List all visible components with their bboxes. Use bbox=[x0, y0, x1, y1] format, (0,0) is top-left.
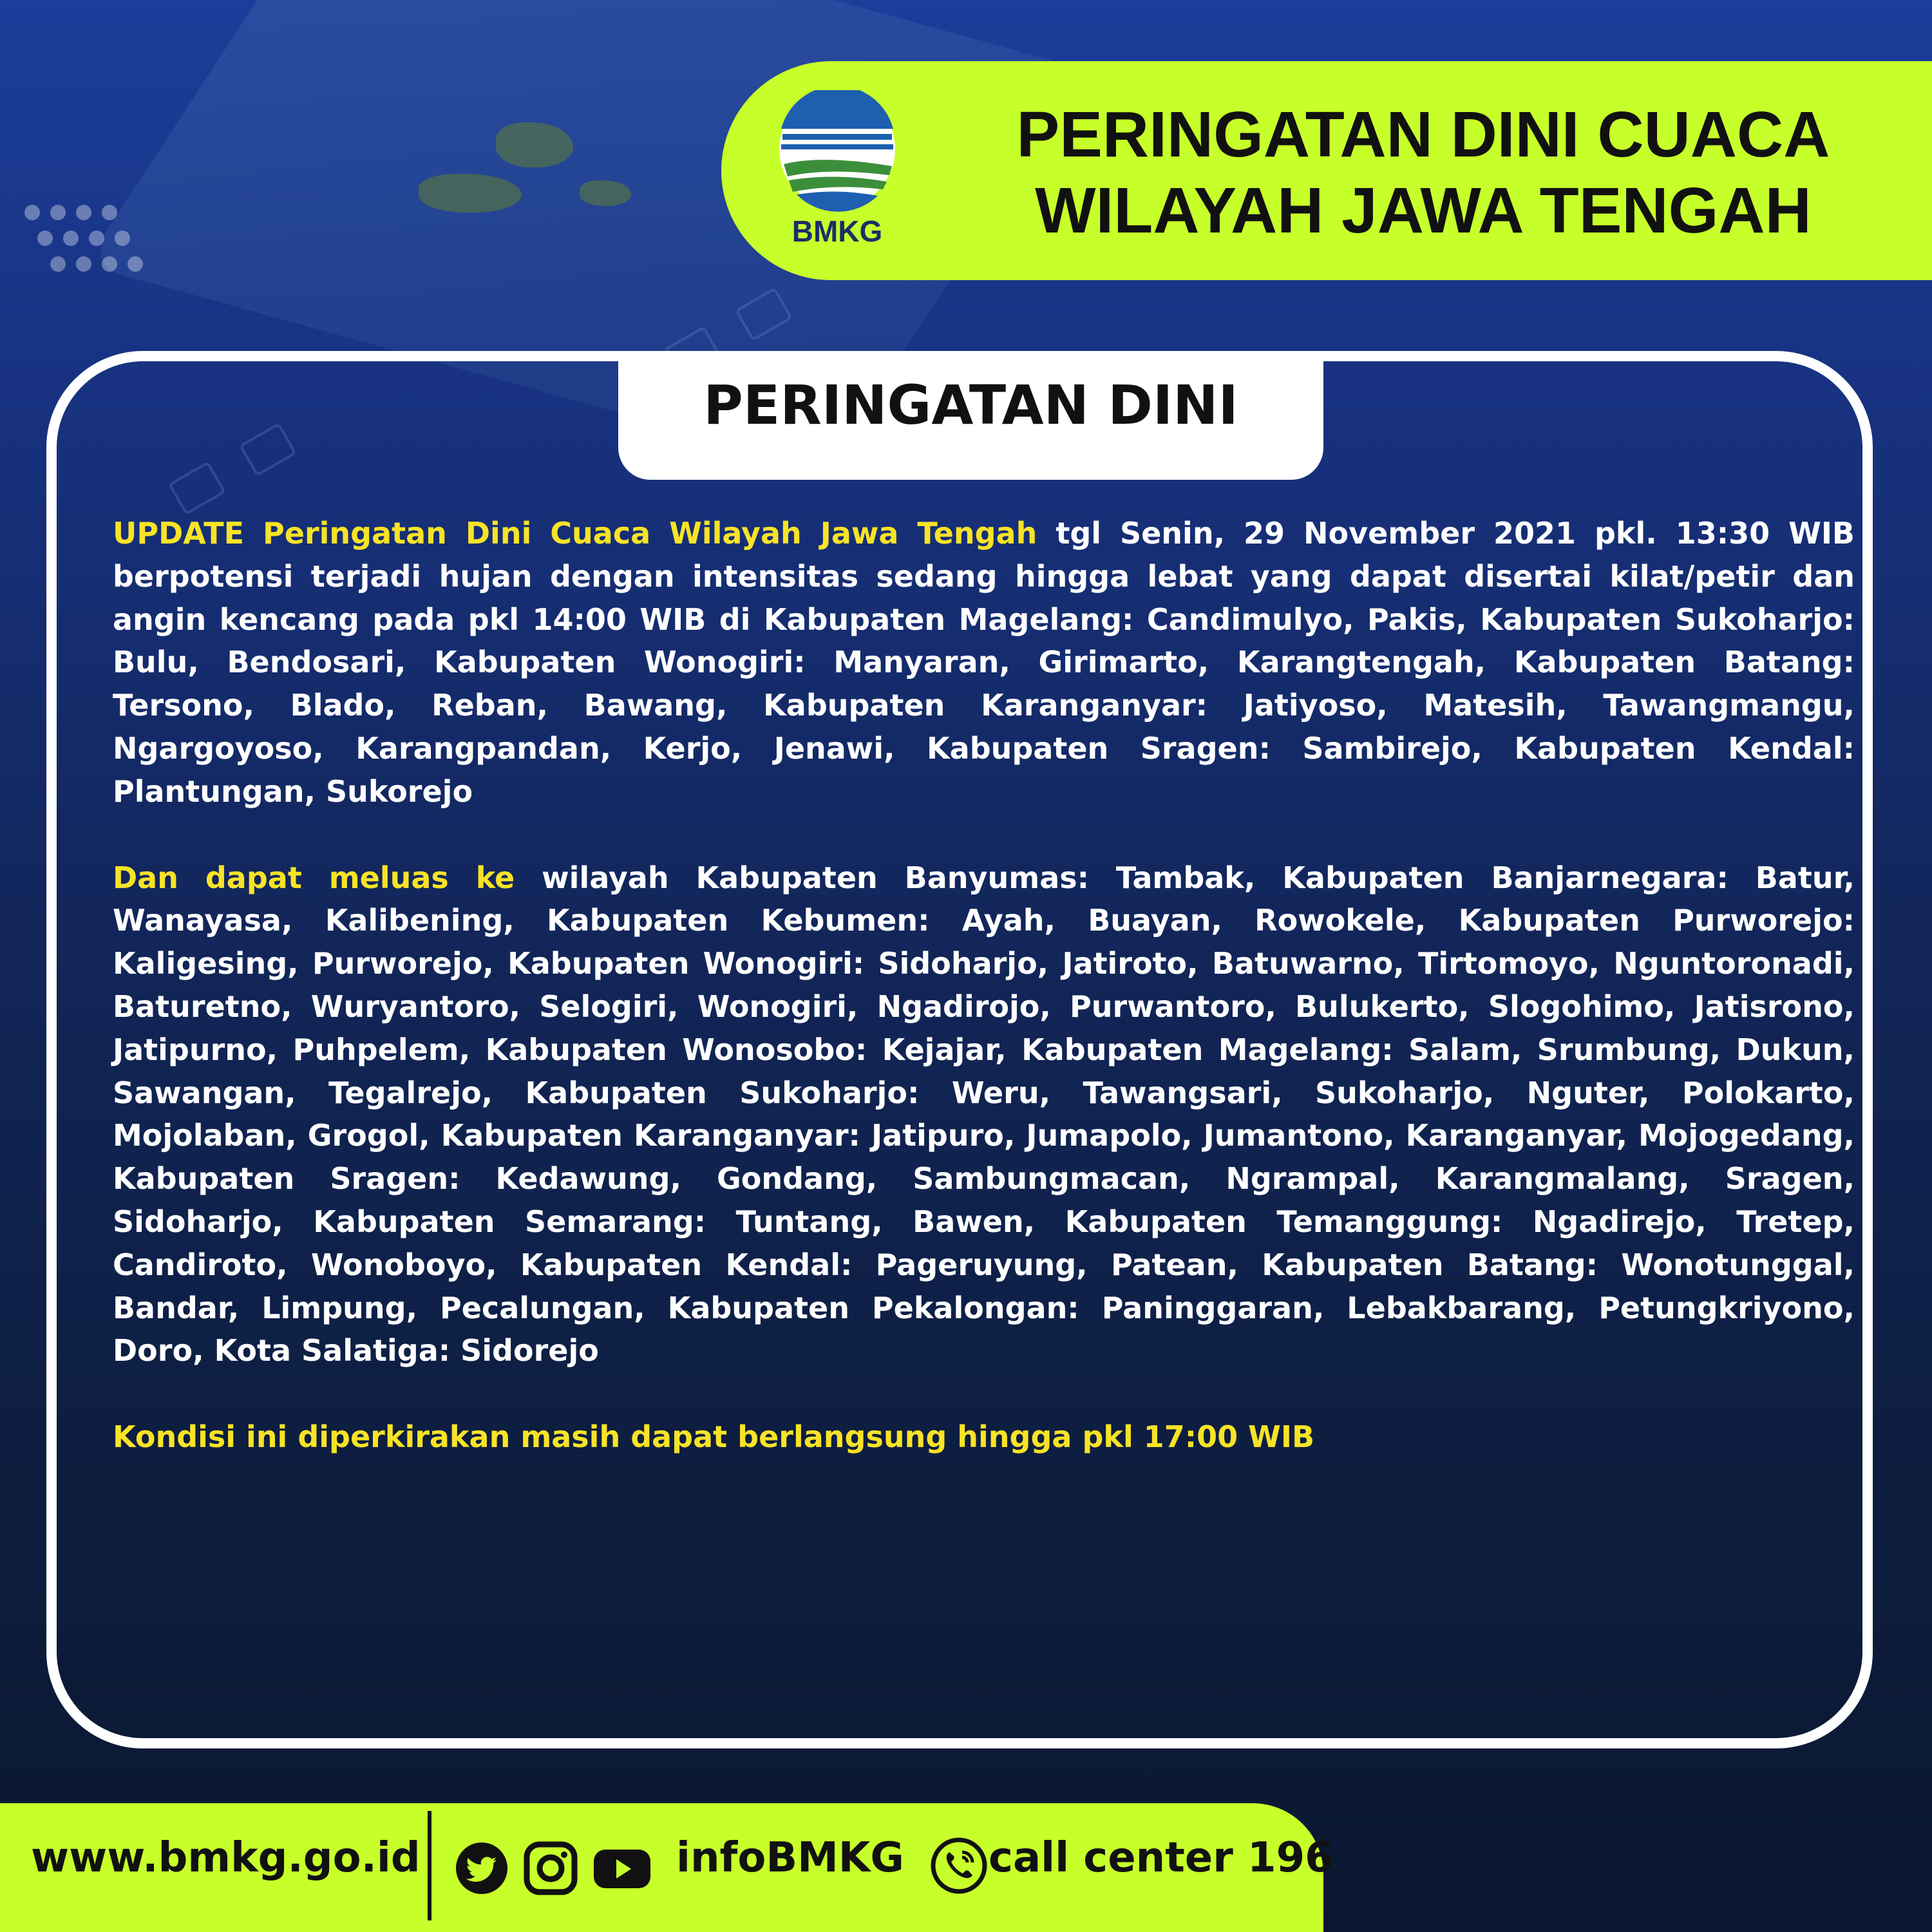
title-line-2: WILAYAH JAWA TENGAH bbox=[1035, 175, 1812, 247]
youtube-icon[interactable] bbox=[591, 1841, 653, 1896]
card-title: PERINGATAN DINI bbox=[703, 374, 1238, 437]
title-line-1: PERINGATAN DINI CUACA bbox=[1016, 99, 1830, 171]
update-body: tgl Senin, 29 November 2021 pkl. 13:30 WIB berpotensi terjadi hujan dengan intensitas sedang hingga lebat yang dapat disertai kilat/petir dan angin kencang pada pkl 14:00 WIB di Kabupaten Magelang: Candimulyo, Pakis, Kabupaten Sukoharjo: Bulu, Bendosari, Kabupaten Wonogiri: Manyaran, Girimarto, Karangtengah, Kabupaten Batang: Tersono, Blado, Reban, Bawang, Kabupaten Karanganyar: Jatiyoso, Matesih, Tawangmangu, Ngargoyoso, Karangpandan, Kerjo, Jenawi, Kabupaten Sragen: Sambirejo, Kabupaten Kendal: Plantungan, Sukorejo bbox=[113, 516, 1855, 809]
update-highlight: UPDATE Peringatan Dini Cuaca Wilayah Jawa Tengah bbox=[113, 516, 1037, 551]
twitter-icon[interactable] bbox=[454, 1841, 509, 1896]
expansion-highlight: Dan dapat meluas ke bbox=[113, 860, 515, 895]
social-handle[interactable]: infoBMKG bbox=[676, 1834, 904, 1882]
page-title bbox=[966, 97, 1880, 249]
warning-paragraph-1 bbox=[113, 512, 1855, 813]
condition-note: Kondisi ini diperkirakan masih dapat berlangsung hingga pkl 17:00 WIB bbox=[113, 1419, 1315, 1455]
background-dot-grid bbox=[13, 193, 180, 309]
instagram-icon[interactable] bbox=[523, 1841, 578, 1896]
footer-divider bbox=[428, 1811, 431, 1920]
call-center-text[interactable]: call center 196 bbox=[989, 1834, 1334, 1882]
background-island-shape bbox=[580, 180, 631, 206]
expansion-body: wilayah Kabupaten Banyumas: Tambak, Kabupaten Banjarnegara: Batur, Wanayasa, Kalibening, Kabupaten Kebumen: Ayah, Buayan, Rowokele, Kabupaten Purworejo: Kaligesing, Purworejo, Kabupaten Wonogiri: Sidoharjo, Jatiroto, Batuwarno, Tirtomoyo, Nguntoronadi, Baturetno, Wuryantoro, Selogiri, Wonogiri, Ngadirojo, Purwantoro, Bulukerto, Slogohimo, Jatisrono, Jatipurno, Puhpelem, Kabupaten Wonosobo: Kejajar, Kabupaten Magelang: Salam, Srumbung, Dukun, Sawangan, Tegalrejo, Kabupaten Sukoharjo: Weru, Tawangsari, Sukoharjo, Nguter, Polokarto, Mojolaban, Grogol, Kabupaten Karanganyar: Jatipuro, Jumapolo, Jumantono, Karanganyar, Mojogedang, Kabupaten Sragen: Kedawung, Gondang, Sambungmacan, Ngrampal, Karangmalang, Sragen, Sidoharjo, Kabupaten Semarang: Tuntang, Bawen, Kabupaten Temanggung: Ngadirejo, Tretep, Candiroto, Wonoboyo, Kabupaten Kendal: Pageruyung, Patean, Kabupaten Batang: Wonotunggal, Bandar, Limpung, Pecalungan, Kabupaten Pekalongan: Paninggaran, Lebakbarang, Petungkriyono, Doro, Kota Salatiga: Sidorejo bbox=[113, 860, 1855, 1368]
phone-icon bbox=[930, 1837, 988, 1895]
warning-paragraph-2 bbox=[113, 857, 1855, 1373]
website-link[interactable]: www.bmkg.go.id bbox=[31, 1834, 421, 1882]
logo-text: BMKG bbox=[791, 214, 883, 248]
warning-content bbox=[113, 512, 1855, 1502]
